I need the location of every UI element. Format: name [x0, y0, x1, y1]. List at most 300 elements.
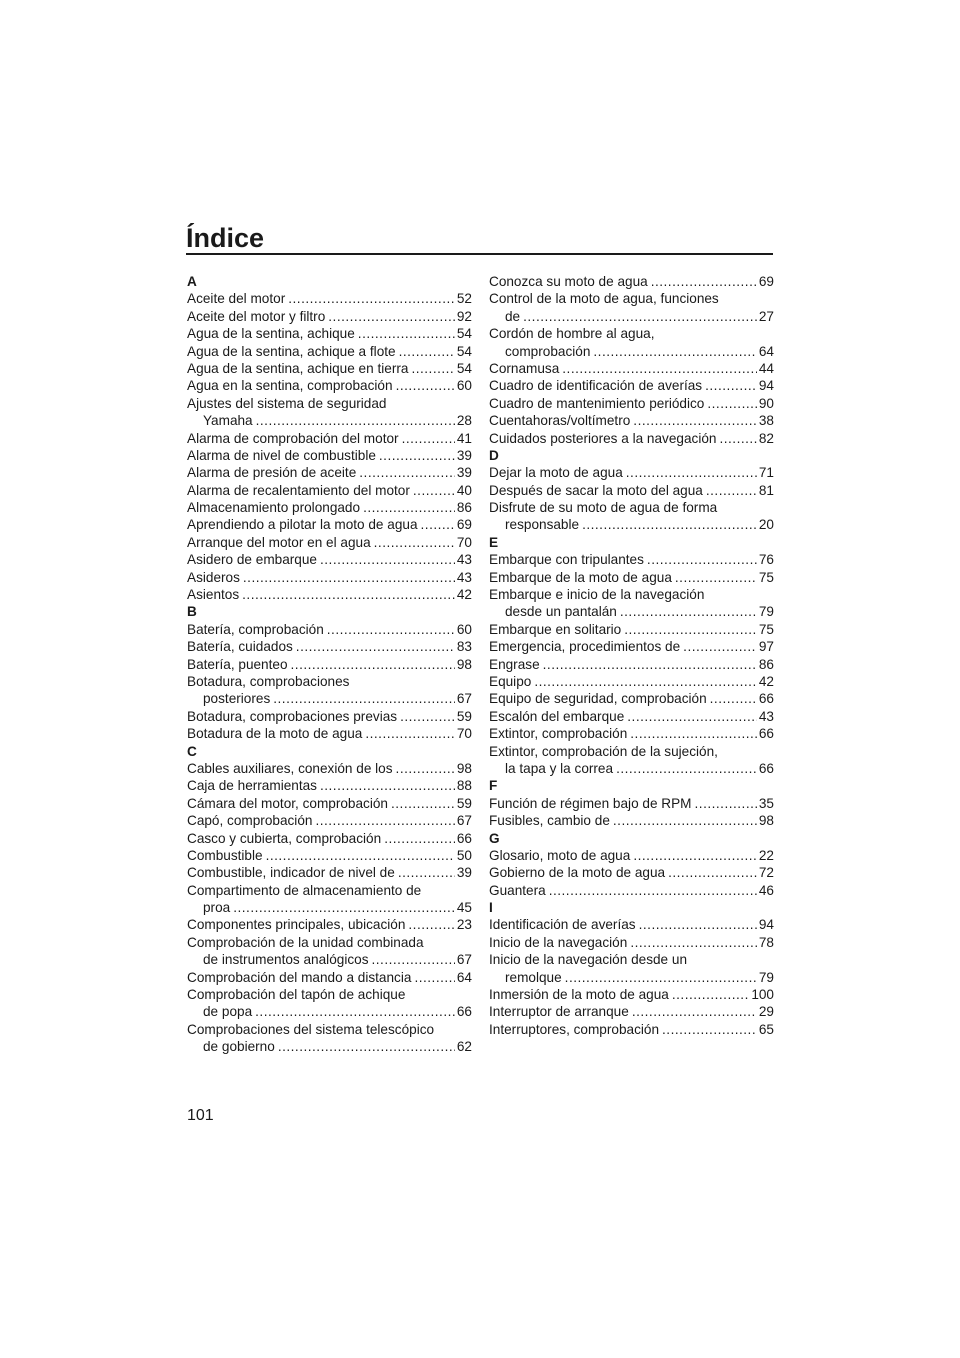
index-entry — [489, 273, 774, 290]
dot-leader — [662, 1021, 757, 1038]
dot-leader — [413, 482, 455, 499]
index-entry-page: 66 — [758, 760, 774, 776]
dot-leader — [363, 499, 455, 516]
index-column-left — [187, 273, 472, 1056]
index-entry-text: Interruptores, comprobación — [489, 1021, 660, 1037]
dot-leader — [672, 986, 749, 1003]
dot-leader — [399, 343, 455, 360]
dot-leader — [358, 325, 455, 342]
index-entry-text: Fusibles, cambio de — [489, 813, 610, 829]
index-letter-heading: I — [489, 900, 493, 916]
index-entry-page: 65 — [758, 1021, 774, 1037]
index-entry-page: 100 — [751, 987, 774, 1003]
index-entry-text: Engrase — [489, 656, 540, 672]
index-entry-page: 54 — [456, 326, 472, 342]
page-title: Índice — [186, 223, 265, 253]
index-entry — [489, 586, 774, 621]
index-entry-text: Alarma de presión de aceite — [187, 465, 357, 481]
dot-leader — [372, 951, 455, 968]
dot-leader — [620, 603, 757, 620]
index-entry-text: Dejar la moto de agua — [489, 465, 623, 481]
index-entry-text: Combustible, indicador de nivel de — [187, 865, 395, 881]
dot-leader — [255, 1003, 455, 1020]
index-entry-page: 39 — [456, 447, 472, 463]
index-entry — [489, 395, 774, 412]
dot-leader — [273, 690, 455, 707]
dot-leader — [639, 916, 757, 933]
index-entry — [187, 516, 472, 533]
dot-leader — [242, 586, 455, 603]
index-entry-text: Comprobación del mando a distancia — [187, 969, 412, 985]
index-entry-continuation: de gobierno — [203, 1039, 275, 1055]
index-entry-page: 69 — [758, 274, 774, 289]
index-entry-page: 66 — [456, 830, 472, 846]
index-entry-text: Botadura, comprobaciones previas — [187, 708, 398, 724]
index-entry-continuation: responsable — [505, 517, 580, 533]
index-entry — [187, 812, 472, 829]
index-entry — [489, 482, 774, 499]
dot-leader — [391, 795, 455, 812]
index-entry-continuation: Yamaha — [203, 413, 253, 429]
dot-leader — [616, 760, 757, 777]
index-entry-text: Escalón del embarque — [489, 708, 625, 724]
index-entry-page: 86 — [758, 656, 774, 672]
index-entry-page: 39 — [456, 865, 472, 881]
dot-leader — [266, 847, 455, 864]
dot-leader — [705, 377, 757, 394]
index-entry-page: 97 — [758, 639, 774, 655]
index-entry-text: Componentes principales, ubicación — [187, 917, 406, 933]
index-entry-page: 69 — [456, 517, 472, 533]
index-entry-text: Extintor, comprobación de la sujeción, — [489, 743, 718, 759]
index-entry — [187, 430, 472, 447]
dot-leader — [627, 708, 757, 725]
dot-leader — [320, 551, 455, 568]
dot-leader — [562, 360, 757, 377]
page-number: 101 — [187, 1107, 214, 1124]
dot-leader — [707, 395, 757, 412]
index-entry-page: 43 — [456, 552, 472, 568]
index-entry-page: 35 — [758, 795, 774, 811]
dot-leader — [613, 812, 757, 829]
dot-leader — [706, 482, 757, 499]
index-entry-continuation: de popa — [203, 1004, 253, 1020]
dot-leader — [359, 464, 455, 481]
index-entry — [187, 777, 472, 794]
index-entry — [187, 656, 472, 673]
index-letter-heading: B — [187, 604, 197, 620]
index-entry-page: 44 — [758, 360, 774, 376]
index-entry — [489, 934, 774, 951]
index-letter-heading: E — [489, 534, 499, 550]
index-entry — [489, 569, 774, 586]
index-entry-page: 20 — [758, 517, 774, 533]
index-letter-heading: C — [187, 743, 197, 759]
index-entry — [489, 795, 774, 812]
dot-leader — [719, 430, 756, 447]
index-entry-page: 88 — [456, 778, 472, 794]
dot-leader — [315, 812, 454, 829]
index-entry-page: 76 — [758, 552, 774, 568]
dot-leader — [414, 969, 454, 986]
index-entry-text: Embarque de la moto de agua — [489, 569, 672, 585]
index-entry — [489, 290, 774, 325]
index-entry-page: 50 — [456, 847, 472, 863]
index-entry — [489, 1021, 774, 1038]
index-entry-text: Aceite del motor — [187, 291, 286, 307]
index-entry-continuation: desde un pantalán — [505, 604, 617, 620]
index-entry-text: Batería, comprobación — [187, 621, 324, 637]
index-entry-text: Comprobaciones del sistema telescópico — [187, 1021, 435, 1037]
index-entry — [187, 464, 472, 481]
index-entry-text: Agua de la sentina, achique a flote — [187, 343, 396, 359]
index-entry-page: 59 — [456, 795, 472, 811]
dot-leader — [534, 673, 757, 690]
index-entry-text: Botadura, comprobaciones — [187, 673, 350, 689]
index-entry-page: 71 — [758, 465, 774, 481]
index-entry-page: 28 — [456, 413, 472, 429]
dot-leader — [624, 621, 757, 638]
index-entry-page: 43 — [456, 569, 472, 585]
index-entry — [187, 551, 472, 568]
index-entry-text: Guantera — [489, 882, 546, 898]
dot-leader — [582, 516, 757, 533]
index-entry-text: Interruptor de arranque — [489, 1004, 629, 1020]
index-letter-heading: G — [489, 830, 500, 846]
index-entry — [489, 673, 774, 690]
index-entry-text: Disfrute de su moto de agua de forma — [489, 500, 718, 516]
dot-leader — [365, 725, 455, 742]
dot-leader — [630, 725, 757, 742]
index-entry-text: Aceite del motor y filtro — [187, 308, 326, 324]
index-entry-text: Alarma de recalentamiento del motor — [187, 482, 410, 498]
dot-leader — [320, 777, 455, 794]
index-entry-continuation: la tapa y la correa — [505, 760, 614, 776]
index-entry-continuation: de — [505, 308, 521, 324]
index-entry-page: 64 — [758, 343, 774, 359]
index-entry-text: Asidero de embarque — [187, 552, 317, 568]
index-entry — [489, 656, 774, 673]
dot-leader — [256, 412, 455, 429]
index-entry — [489, 812, 774, 829]
index-entry-text: Conozca su moto de agua — [489, 274, 648, 289]
index-entry — [187, 830, 472, 847]
index-entry-page: 38 — [758, 413, 774, 429]
index-entry-page: 79 — [758, 969, 774, 985]
index-entry — [187, 290, 472, 307]
index-entry-page: 22 — [758, 847, 774, 863]
index-entry — [489, 360, 774, 377]
index-entry-page: 60 — [456, 378, 472, 394]
index-entry — [187, 986, 472, 1021]
index-entry — [489, 847, 774, 864]
index-entry-page: 72 — [758, 865, 774, 881]
index-entry — [489, 882, 774, 899]
index-entry-text: Asideros — [187, 569, 240, 585]
index-entry-page: 40 — [456, 482, 472, 498]
index-entry-text: Ajustes del sistema de seguridad — [187, 395, 387, 411]
index-entry — [489, 621, 774, 638]
index-entry-page: 67 — [456, 813, 472, 829]
index-entry-page: 94 — [758, 917, 774, 933]
index-entry — [187, 325, 472, 342]
index-entry — [187, 308, 472, 325]
dot-leader — [632, 1003, 757, 1020]
index-entry-text: Función de régimen bajo de RPM — [489, 795, 692, 811]
index-entry — [187, 343, 472, 360]
index-entry — [187, 621, 472, 638]
index-entry-text: Equipo — [489, 673, 532, 689]
index-entry — [489, 951, 774, 986]
dot-leader — [651, 273, 757, 290]
index-entry-page: 62 — [456, 1039, 472, 1055]
index-entry-page: 98 — [758, 813, 774, 829]
index-entry-text: Cuadro de identificación de averías — [489, 378, 703, 394]
index-entry — [489, 499, 774, 534]
dot-leader — [626, 464, 757, 481]
index-entry-text: Asientos — [187, 587, 240, 603]
dot-leader — [683, 638, 757, 655]
index-entry — [489, 464, 774, 481]
index-entry — [489, 708, 774, 725]
index-entry-page: 83 — [456, 639, 472, 655]
dot-leader — [296, 638, 455, 655]
index-entry — [187, 934, 472, 969]
index-entry — [187, 864, 472, 881]
index-entry-text: Gobierno de la moto de agua — [489, 865, 666, 881]
index-entry-page: 79 — [758, 604, 774, 620]
index-entry — [187, 969, 472, 986]
index-entry-text: Combustible — [187, 847, 263, 863]
dot-leader — [400, 708, 455, 725]
index-entry — [187, 360, 472, 377]
index-letter-heading: F — [489, 778, 498, 794]
index-entry-text: Alarma de comprobación del motor — [187, 430, 399, 446]
dot-leader — [379, 447, 455, 464]
index-entry — [187, 795, 472, 812]
index-entry-page: 66 — [758, 726, 774, 742]
dot-leader — [278, 1038, 455, 1055]
index-entry-page: 98 — [456, 760, 472, 776]
dot-leader — [288, 290, 455, 307]
index-entry-text: Cables auxiliares, conexión de los — [187, 760, 393, 776]
dot-leader — [633, 847, 757, 864]
index-entry — [187, 760, 472, 777]
index-entry-page: 75 — [758, 621, 774, 637]
index-entry-text: Emergencia, procedimientos de — [489, 639, 681, 655]
index-entry-page: 70 — [456, 534, 472, 550]
index-entry — [187, 708, 472, 725]
index-entry-text: Batería, puenteo — [187, 656, 288, 672]
index-entry-text: Batería, cuidados — [187, 639, 293, 655]
index-entry — [489, 638, 774, 655]
index-entry — [187, 395, 472, 430]
index-entry — [187, 482, 472, 499]
index-entry-page: 29 — [758, 1004, 774, 1020]
index-entry-text: Embarque en solitario — [489, 621, 622, 637]
index-entry — [187, 847, 472, 864]
dot-leader — [647, 551, 757, 568]
dot-leader — [374, 534, 455, 551]
index-column-right — [489, 273, 774, 1038]
index-entry-text: Aprendiendo a pilotar la moto de agua — [187, 517, 418, 533]
index-entry — [489, 690, 774, 707]
index-entry-page: 66 — [456, 1004, 472, 1020]
index-entry-page: 46 — [758, 882, 774, 898]
index-entry-text: Después de sacar la moto del agua — [489, 482, 703, 498]
index-entry-page: 67 — [456, 691, 472, 707]
index-entry-text: Botadura de la moto de agua — [187, 726, 363, 742]
dot-leader — [695, 795, 757, 812]
dot-leader — [523, 308, 757, 325]
index-entry-page: 67 — [456, 952, 472, 968]
index-entry-page: 64 — [456, 969, 472, 985]
dot-leader — [543, 656, 757, 673]
dot-leader — [384, 830, 455, 847]
index-entry — [187, 882, 472, 917]
index-entry-continuation: de instrumentos analógicos — [203, 952, 369, 968]
index-entry-page: 75 — [758, 569, 774, 585]
index-entry — [489, 430, 774, 447]
index-entry-page: 78 — [758, 934, 774, 950]
index-entry-text: Alarma de nivel de combustible — [187, 447, 376, 463]
index-entry — [187, 534, 472, 551]
dot-leader — [233, 899, 455, 916]
index-entry-page: 92 — [456, 308, 472, 324]
index-entry-page: 43 — [758, 708, 774, 724]
index-entry-page: 23 — [456, 917, 472, 933]
index-entry — [187, 673, 472, 708]
index-entry-text: Cuentahoras/voltímetro — [489, 413, 631, 429]
index-entry-page: 66 — [758, 691, 774, 707]
index-entry-text: Inicio de la navegación desde un — [489, 952, 688, 968]
index-entry-text: Embarque con tripulantes — [489, 552, 644, 568]
index-entry-page: 82 — [758, 430, 774, 446]
dot-leader — [593, 343, 756, 360]
dot-leader — [710, 690, 757, 707]
index-entry-page: 94 — [758, 378, 774, 394]
index-entry-continuation: remolque — [505, 969, 562, 985]
dot-leader — [630, 934, 757, 951]
index-entry — [187, 725, 472, 742]
index-entry-text: Agua de la sentina, achique en tierra — [187, 360, 409, 376]
index-entry-text: Cornamusa — [489, 360, 560, 376]
dot-leader — [421, 516, 455, 533]
index-entry-text: Caja de herramientas — [187, 778, 317, 794]
index-entry-page: 42 — [456, 587, 472, 603]
dot-leader — [398, 864, 455, 881]
dot-leader — [243, 569, 455, 586]
index-entry-continuation: proa — [203, 900, 231, 916]
index-entry — [187, 377, 472, 394]
index-entry-continuation: comprobación — [505, 343, 591, 359]
index-entry-page: 81 — [758, 482, 774, 498]
index-entry — [489, 325, 774, 360]
index-entry-text: Cordón de hombre al agua, — [489, 326, 655, 342]
index-entry-page: 59 — [456, 708, 472, 724]
index-entry — [187, 586, 472, 603]
index-entry — [489, 986, 774, 1003]
index-entry-text: Equipo de seguridad, comprobación — [489, 691, 707, 707]
index-entry-text: Compartimento de almacenamiento de — [187, 882, 422, 898]
index-entry — [489, 1003, 774, 1020]
index-entry — [489, 725, 774, 742]
index-entry — [187, 638, 472, 655]
index-entry-text: Glosario, moto de agua — [489, 847, 631, 863]
dot-leader — [565, 969, 757, 986]
index-entry — [187, 499, 472, 516]
dot-leader — [411, 360, 454, 377]
index-entry-page: 52 — [456, 291, 472, 307]
dot-leader — [327, 621, 455, 638]
index-entry-text: Comprobación del tapón de achique — [187, 987, 406, 1003]
dot-leader — [668, 864, 757, 881]
dot-leader — [549, 882, 757, 899]
dot-leader — [408, 916, 454, 933]
index-entry-page: 60 — [456, 621, 472, 637]
index-entry-text: Almacenamiento prolongado — [187, 500, 361, 516]
index-entry-page: 41 — [456, 430, 472, 446]
index-entry-page: 45 — [456, 900, 472, 916]
index-entry-page: 54 — [456, 343, 472, 359]
index-entry-text: Control de la moto de agua, funciones — [489, 291, 719, 307]
index-entry-page: 90 — [758, 395, 774, 411]
dot-leader — [402, 430, 455, 447]
dot-leader — [396, 760, 455, 777]
index-entry-text: Cámara del motor, comprobación — [187, 795, 388, 811]
index-entry-page: 27 — [758, 308, 774, 324]
index-entry-continuation: posteriores — [203, 691, 271, 707]
dot-leader — [633, 412, 757, 429]
index-entry — [489, 916, 774, 933]
index-entry-text: Arranque del motor en el agua — [187, 534, 371, 550]
index-entry-text: Cuidados posteriores a la navegación — [489, 430, 717, 446]
index-entry — [489, 412, 774, 429]
index-entry-page: 39 — [456, 465, 472, 481]
index-entry-page: 86 — [456, 500, 472, 516]
index-entry-text: Cuadro de mantenimiento periódico — [489, 395, 705, 411]
index-entry-text: Capó, comprobación — [187, 813, 313, 829]
index-entry-text: Agua en la sentina, comprobación — [187, 378, 393, 394]
index-entry — [187, 569, 472, 586]
dot-leader — [291, 656, 455, 673]
index-entry — [489, 377, 774, 394]
index-entry — [489, 864, 774, 881]
index-entry-text: Agua de la sentina, achique — [187, 326, 355, 342]
index-letter-heading: D — [489, 447, 499, 463]
index-entry-text: Extintor, comprobación — [489, 726, 628, 742]
dot-leader — [675, 569, 757, 586]
index-entry-page: 42 — [758, 673, 774, 689]
index-entry-text: Inmersión de la moto de agua — [489, 987, 669, 1003]
index-entry — [187, 447, 472, 464]
index-entry-page: 98 — [456, 656, 472, 672]
index-entry-text: Identificación de averías — [489, 917, 636, 933]
index-entry-page: 70 — [456, 726, 472, 742]
index-entry — [489, 551, 774, 568]
index-entry-text: Comprobación de la unidad combinada — [187, 934, 424, 950]
dot-leader — [328, 308, 455, 325]
title-rule — [186, 253, 773, 255]
index-entry-text: Embarque e inicio de la navegación — [489, 587, 705, 603]
index-entry — [489, 743, 774, 778]
index-entry — [187, 916, 472, 933]
index-entry — [187, 1021, 472, 1056]
index-letter-heading: A — [187, 274, 197, 289]
index-entry-page: 54 — [456, 360, 472, 376]
dot-leader — [396, 377, 455, 394]
index-entry-text: Casco y cubierta, comprobación — [187, 830, 382, 846]
